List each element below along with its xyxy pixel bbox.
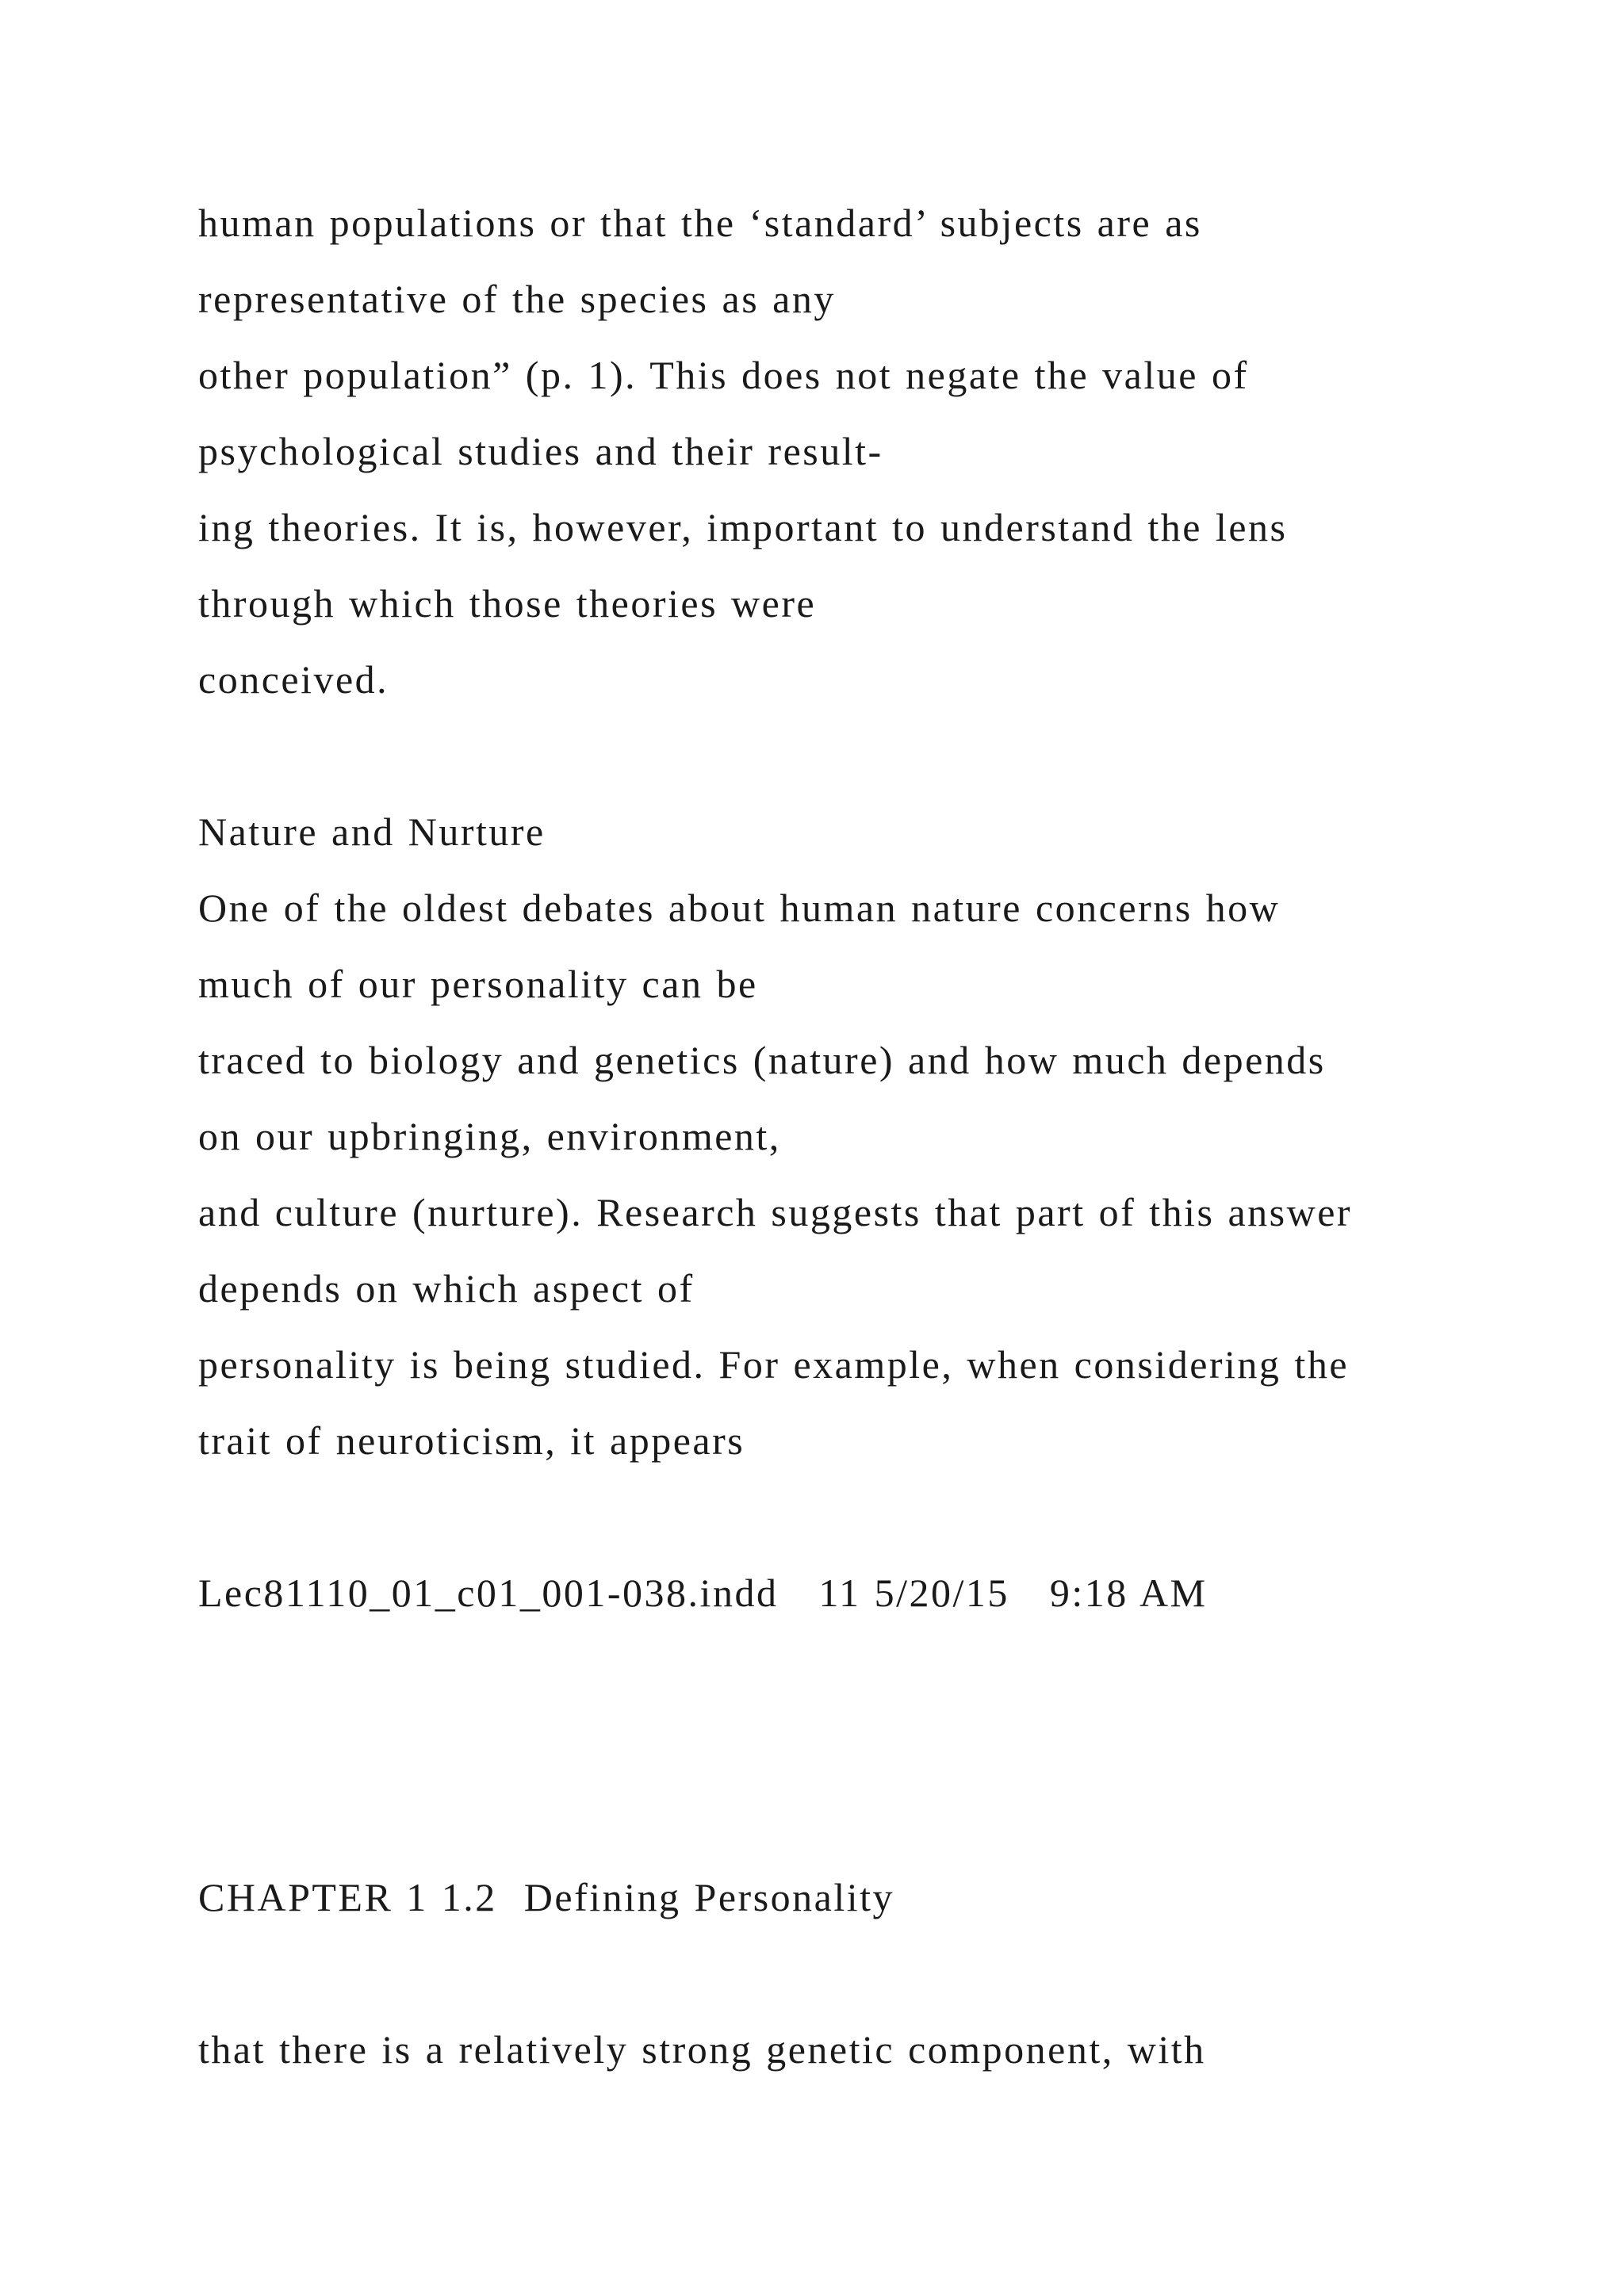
body-text-line: that there is a relatively strong genetic component, with xyxy=(198,2027,1206,2072)
body-text-line: representative of the species as any xyxy=(198,277,836,321)
body-text-line: much of our personality can be xyxy=(198,962,758,1006)
body-text-line: depends on which aspect of xyxy=(198,1266,695,1311)
body-text-line: and culture (nurture). Research suggests that part of this answer xyxy=(198,1190,1353,1234)
body-text-line: trait of neuroticism, it appears xyxy=(198,1418,745,1463)
body-text-line: through which those theories were xyxy=(198,581,817,626)
file-slug: Lec81110_01_c01_001-038.indd 11 5/20/15 9:18 AM xyxy=(198,1571,1208,1615)
section-heading: Nature and Nurture xyxy=(198,809,546,854)
body-text-line: traced to biology and genetics (nature) and how much depends xyxy=(198,1038,1326,1082)
body-text-line: on our upbringing, environment, xyxy=(198,1114,781,1158)
body-text-line: psychological studies and their result- xyxy=(198,429,883,473)
body-text-line: conceived. xyxy=(198,657,389,702)
body-text-line: One of the oldest debates about human nature concerns how xyxy=(198,886,1281,930)
body-text-line: other population” (p. 1). This does not negate the value of xyxy=(198,353,1249,397)
body-text-line: human populations or that the ‘standard’ subjects are as xyxy=(198,201,1202,245)
body-text-line: ing theories. It is, however, important to understand the lens xyxy=(198,505,1288,549)
running-header: CHAPTER 1 1.2 Defining Personality xyxy=(198,1875,895,1919)
body-text-line: personality is being studied. For example, when considering the xyxy=(198,1342,1350,1387)
